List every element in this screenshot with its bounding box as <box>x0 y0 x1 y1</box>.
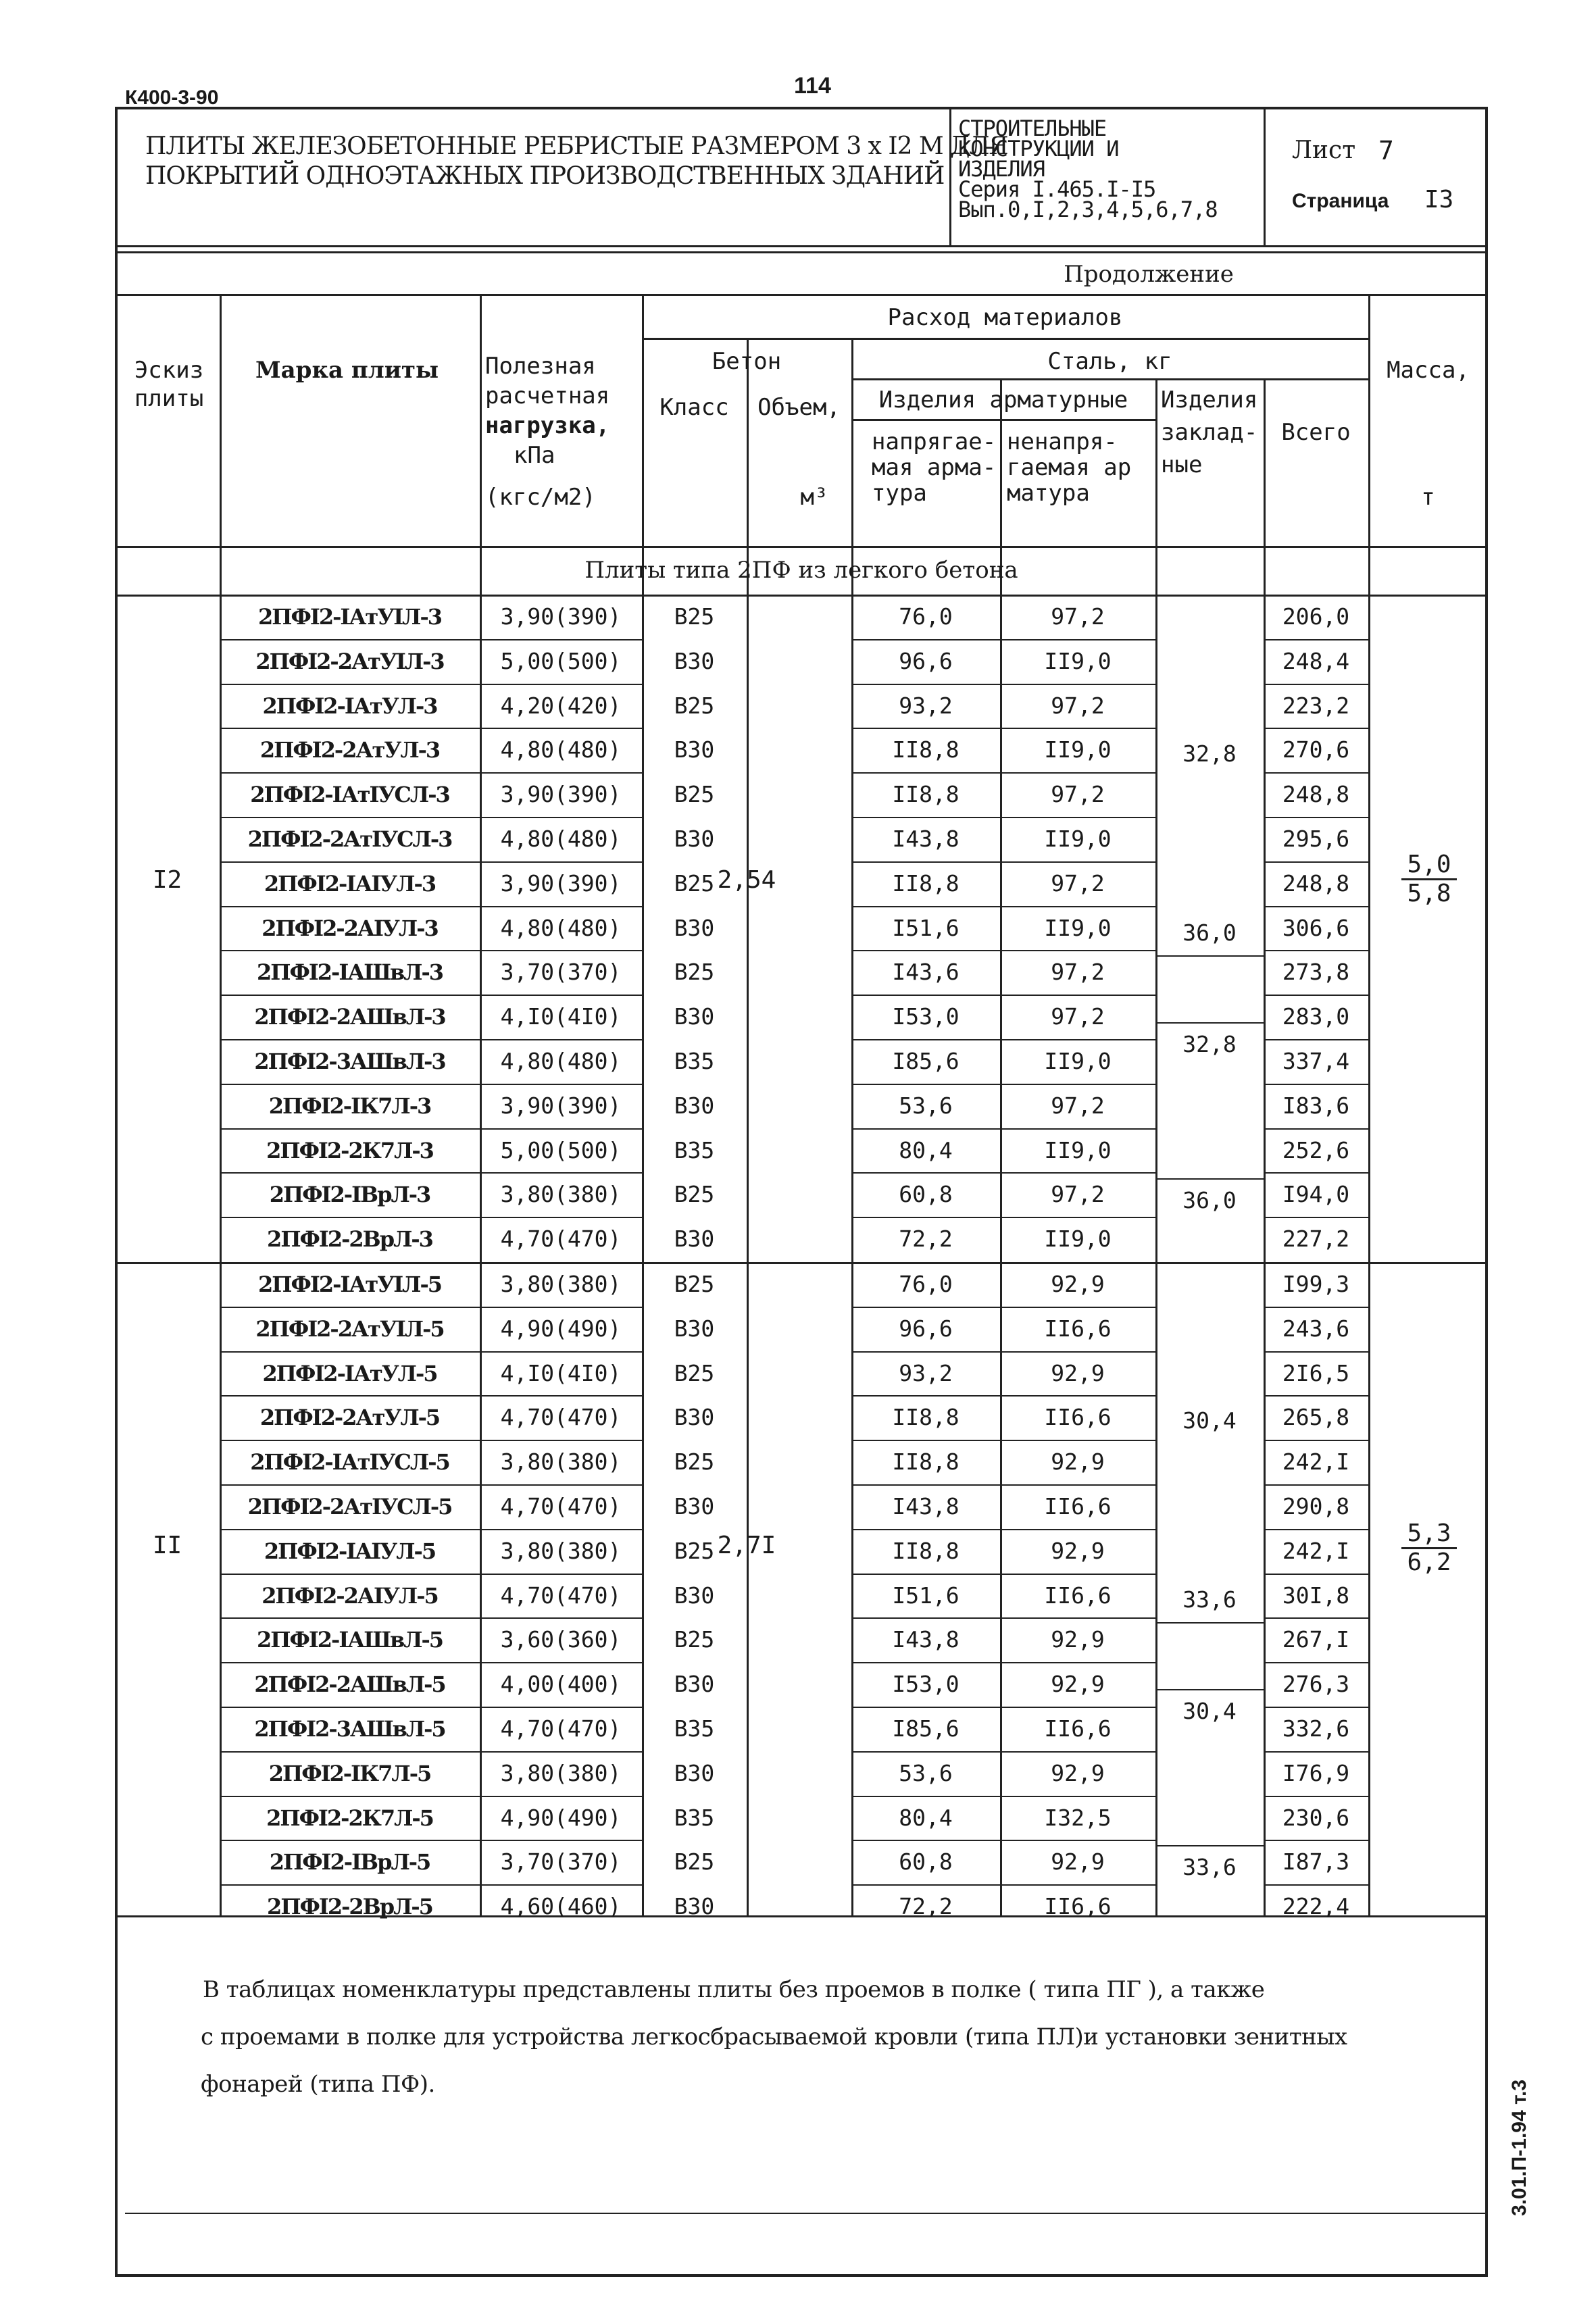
nonprestressed-steel: II6,6 <box>1044 1715 1112 1742</box>
header-load-5: (кгс/м2) <box>485 484 596 511</box>
info-line-4: Серия I.465.I-I5 <box>958 176 1156 202</box>
prestressed-steel: 53,6 <box>899 1759 953 1786</box>
title-bottom-rule <box>115 245 1488 247</box>
design-load: 4,70(470) <box>500 1582 622 1609</box>
concrete-class: В30 <box>674 826 715 852</box>
design-load: 4,20(420) <box>500 692 622 719</box>
concrete-class: В30 <box>674 1003 715 1030</box>
prestressed-steel: 93,2 <box>899 1359 953 1386</box>
plate-mark: 2ПФI2-IАШвЛ-5 <box>256 1627 443 1653</box>
header-mass-unit: т <box>1421 484 1435 511</box>
concrete-class: В30 <box>674 1315 715 1342</box>
plate-mark: 2ПФI2-2К7Л-3 <box>266 1137 433 1163</box>
concrete-class: В25 <box>674 1359 715 1386</box>
embedded-rule <box>1155 1845 1264 1846</box>
nonprestressed-steel: II9,0 <box>1044 1136 1112 1163</box>
plate-mark: 2ПФI2-2АтIУСЛ-5 <box>247 1494 452 1519</box>
nonprestressed-steel: II6,6 <box>1044 1493 1112 1519</box>
group2-embedded-d: 33,6 <box>1182 1854 1237 1880</box>
steel-total: 270,6 <box>1282 736 1350 763</box>
concrete-class: В30 <box>674 736 715 763</box>
steel-total: 306,6 <box>1282 914 1350 941</box>
footnote-line-3: фонарей (типа ПФ). <box>201 2071 435 2098</box>
nonprestressed-steel: 97,2 <box>1051 692 1105 719</box>
document-code: К400-3-90 <box>125 86 219 109</box>
steel-total: 248,8 <box>1282 870 1350 897</box>
steel-total: I94,0 <box>1282 1181 1350 1208</box>
steel-total: 248,8 <box>1282 781 1350 808</box>
nonprestressed-steel: 97,2 <box>1051 1092 1105 1119</box>
design-load: 4,80(480) <box>500 1048 622 1074</box>
info-line-3: ИЗДЕЛИЯ <box>958 156 1045 182</box>
header-embedded-3: ные <box>1161 451 1203 478</box>
col-line <box>1368 294 1370 1915</box>
header-embedded-1: Изделия <box>1161 386 1258 413</box>
header-load-3: нагрузка, <box>485 412 610 439</box>
header-load-2: расчетная <box>485 382 610 409</box>
nonprestressed-steel: 97,2 <box>1051 603 1105 630</box>
header-class: Класс <box>659 394 729 421</box>
group2-embedded-c: 30,4 <box>1182 1698 1237 1724</box>
nonprestressed-steel: 97,2 <box>1051 1181 1105 1208</box>
design-load: 3,80(380) <box>500 1449 622 1476</box>
plate-mark: 2ПФI2-2АтУЛ-5 <box>259 1405 440 1431</box>
header-top-rule <box>115 294 1488 296</box>
header-prestressed-3: тура <box>872 480 927 507</box>
concrete-class: В25 <box>674 1181 715 1208</box>
sheet-label: Лист <box>1292 136 1356 164</box>
footnote-line-1: В таблицах номенклатуры представлены плиты без проемов в полке ( типа ПГ ), а также <box>203 1976 1265 2003</box>
header-nonprestressed-2: гаемая ар <box>1007 454 1132 481</box>
concrete-class: В30 <box>674 1226 715 1253</box>
design-load: 5,00(500) <box>500 647 622 674</box>
concrete-class: В25 <box>674 1537 715 1564</box>
header-nonprestressed-3: матура <box>1007 480 1090 507</box>
concrete-class: В25 <box>674 781 715 808</box>
design-load: 3,90(390) <box>500 603 622 630</box>
nonprestressed-steel: II6,6 <box>1044 1893 1112 1920</box>
design-load: 4,I0(4I0) <box>500 1359 622 1386</box>
concrete-class: В35 <box>674 1136 715 1163</box>
concrete-class: В25 <box>674 959 715 986</box>
prestressed-steel: I43,8 <box>892 826 959 852</box>
plate-mark: 2ПФI2-IВрЛ-3 <box>269 1182 430 1208</box>
prestressed-steel: 96,6 <box>899 647 953 674</box>
title-divider <box>1264 107 1266 245</box>
plate-mark: 2ПФI2-IАтУЛ-5 <box>262 1360 437 1386</box>
header-concrete: Бетон <box>712 348 782 375</box>
concrete-class: В30 <box>674 1493 715 1519</box>
steel-total: 252,6 <box>1282 1136 1350 1163</box>
steel-total: 243,6 <box>1282 1315 1350 1342</box>
embedded-rule <box>1155 1689 1264 1690</box>
nonprestressed-steel: II9,0 <box>1044 1226 1112 1253</box>
prestressed-steel: I53,0 <box>892 1003 959 1030</box>
group1-embedded-c: 32,8 <box>1182 1031 1237 1057</box>
concrete-class: В25 <box>674 692 715 719</box>
plate-mark: 2ПФI2-IАIУЛ-3 <box>264 870 436 897</box>
design-load: 4,70(470) <box>500 1715 622 1742</box>
plate-mark: 2ПФI2-IК7Л-5 <box>268 1760 431 1786</box>
header-rebar: Изделия арматурные <box>878 386 1128 413</box>
header-total: Всего <box>1281 419 1351 446</box>
info-line-2: КОНСТРУКЦИИ И <box>958 136 1119 161</box>
nonprestressed-steel: 92,9 <box>1051 1848 1105 1876</box>
design-load: 4,90(490) <box>500 1315 622 1342</box>
prestressed-steel: I43,8 <box>892 1493 959 1519</box>
prestressed-steel: I53,0 <box>892 1671 959 1698</box>
prestressed-steel: I43,6 <box>892 959 959 986</box>
title-line-1: ПЛИТЫ ЖЕЛЕЗОБЕТОННЫЕ РЕБРИСТЫЕ РАЗМЕРОМ 3 х I2 М ДЛЯ <box>145 132 1008 160</box>
group1-embedded-d: 36,0 <box>1182 1187 1237 1213</box>
plate-mark: 2ПФI2-IК7Л-3 <box>268 1092 431 1119</box>
steel-total: 30I,8 <box>1282 1582 1350 1609</box>
plate-mark: 2ПФI2-2К7Л-5 <box>266 1805 433 1831</box>
continuation-label: Продолжение <box>1064 261 1234 288</box>
group1-mass-denominator: 5,8 <box>1407 880 1451 907</box>
plate-mark: 2ПФI2-IАтУIЛ-3 <box>258 604 441 630</box>
group2-mass-numerator: 5,3 <box>1401 1520 1456 1549</box>
concrete-class: В35 <box>674 1715 715 1742</box>
nonprestressed-steel: I32,5 <box>1044 1804 1112 1831</box>
embedded-rule <box>1155 1022 1264 1024</box>
nonprestressed-steel: 92,9 <box>1051 1449 1105 1476</box>
prestressed-steel: II8,8 <box>892 1537 959 1564</box>
design-load: 3,60(360) <box>500 1626 622 1653</box>
prestressed-steel: I85,6 <box>892 1715 959 1742</box>
concrete-class: В25 <box>674 1626 715 1653</box>
group2-sketch: II <box>152 1532 182 1559</box>
embedded-rule <box>1155 1178 1264 1180</box>
steel-total: 295,6 <box>1282 826 1350 852</box>
side-code: 3.01.П-1.94 т.3 <box>1508 2079 1530 2216</box>
info-line-5: Вып.0,I,2,3,4,5,6,7,8 <box>958 197 1218 222</box>
plate-mark: 2ПФI2-2АтУIЛ-3 <box>255 648 444 674</box>
design-load: 3,80(380) <box>500 1181 622 1208</box>
steel-total: 267,I <box>1282 1626 1350 1653</box>
prestressed-steel: II8,8 <box>892 736 959 763</box>
prestressed-steel: 72,2 <box>899 1893 953 1920</box>
nonprestressed-steel: II9,0 <box>1044 1048 1112 1074</box>
header-load-4: кПа <box>514 442 555 469</box>
nonprestressed-steel: 97,2 <box>1051 1003 1105 1030</box>
group1-embedded-b: 36,0 <box>1182 920 1237 946</box>
plate-mark: 2ПФI2-IАтIУСЛ-3 <box>250 782 449 808</box>
nonprestressed-steel: 92,9 <box>1051 1626 1105 1653</box>
design-load: 4,I0(4I0) <box>500 1003 622 1030</box>
footer-rule <box>125 2213 1488 2214</box>
concrete-class: В25 <box>674 870 715 897</box>
header-bottom-rule <box>115 546 1488 548</box>
prestressed-steel: I51,6 <box>892 1582 959 1609</box>
header-load-1: Полезная <box>485 353 596 380</box>
steel-total: 242,I <box>1282 1537 1350 1564</box>
steel-total: I87,3 <box>1282 1848 1350 1876</box>
prestressed-steel: 96,6 <box>899 1315 953 1342</box>
concrete-class: В30 <box>674 1671 715 1698</box>
steel-total: 332,6 <box>1282 1715 1350 1742</box>
prestressed-steel: 72,2 <box>899 1226 953 1253</box>
group2-mass-denominator: 6,2 <box>1407 1549 1451 1576</box>
concrete-class: В25 <box>674 1848 715 1876</box>
sheet-value: 7 <box>1378 136 1394 166</box>
header-rule <box>851 378 1368 380</box>
prestressed-steel: I85,6 <box>892 1048 959 1074</box>
info-line-1: СТРОИТЕЛЬНЫЕ <box>958 116 1107 141</box>
steel-total: 337,4 <box>1282 1048 1350 1074</box>
concrete-class: В30 <box>674 1404 715 1431</box>
concrete-class: В30 <box>674 1759 715 1786</box>
prestressed-steel: 60,8 <box>899 1181 953 1208</box>
concrete-class: В25 <box>674 1449 715 1476</box>
header-rule <box>851 419 1155 421</box>
prestressed-steel: II8,8 <box>892 781 959 808</box>
page-number: 114 <box>794 73 831 99</box>
concrete-class: В30 <box>674 647 715 674</box>
nonprestressed-steel: 92,9 <box>1051 1759 1105 1786</box>
prestressed-steel: 93,2 <box>899 692 953 719</box>
prestressed-steel: I43,8 <box>892 1626 959 1653</box>
design-load: 3,90(390) <box>500 1092 622 1119</box>
header-consumption: Расход материалов <box>887 304 1123 331</box>
prestressed-steel: II8,8 <box>892 1449 959 1476</box>
design-load: 4,80(480) <box>500 914 622 941</box>
concrete-class: В30 <box>674 1582 715 1609</box>
concrete-class: В30 <box>674 1893 715 1920</box>
design-load: 4,00(400) <box>500 1671 622 1698</box>
plate-mark: 2ПФI2-IАШвЛ-3 <box>256 959 443 986</box>
steel-total: 248,4 <box>1282 647 1350 674</box>
plate-mark: 2ПФI2-IАтIУСЛ-5 <box>250 1449 449 1476</box>
prestressed-steel: 76,0 <box>899 603 953 630</box>
design-load: 3,80(380) <box>500 1759 622 1786</box>
prestressed-steel: 76,0 <box>899 1271 953 1297</box>
concrete-class: В25 <box>674 1271 715 1297</box>
prestressed-steel: 80,4 <box>899 1136 953 1163</box>
steel-total: 206,0 <box>1282 603 1350 630</box>
design-load: 3,90(390) <box>500 781 622 808</box>
plate-mark: 2ПФI2-IВрЛ-5 <box>269 1849 430 1876</box>
steel-total: 230,6 <box>1282 1804 1350 1831</box>
design-load: 4,90(490) <box>500 1804 622 1831</box>
prestressed-steel: I51,6 <box>892 914 959 941</box>
header-prestressed-1: напрягае- <box>872 428 997 455</box>
header-prestressed-2: мая арма- <box>872 454 997 481</box>
design-load: 5,00(500) <box>500 1136 622 1163</box>
plate-mark: 2ПФI2-2АШвЛ-5 <box>254 1671 445 1698</box>
nonprestressed-steel: II9,0 <box>1044 647 1112 674</box>
document-title <box>145 132 1008 191</box>
group1-mass-numerator: 5,0 <box>1401 851 1456 880</box>
plate-mark: 2ПФI2-2АШвЛ-3 <box>254 1004 445 1030</box>
plate-mark: 2ПФI2-2ВрЛ-3 <box>267 1226 432 1253</box>
group2-embedded-b: 33,6 <box>1182 1586 1237 1613</box>
design-load: 3,80(380) <box>500 1537 622 1564</box>
nonprestressed-steel: II9,0 <box>1044 826 1112 852</box>
steel-total: I83,6 <box>1282 1092 1350 1119</box>
col-line <box>1155 378 1157 1915</box>
steel-total: 273,8 <box>1282 959 1350 986</box>
title-divider <box>949 107 951 245</box>
design-load: 3,90(390) <box>500 870 622 897</box>
section-title: Плиты типа 2ПФ из легкого бетона <box>584 557 1018 584</box>
page-value: I3 <box>1424 186 1454 213</box>
group2-mass <box>1378 1520 1480 1576</box>
header-steel: Сталь, кг <box>1047 348 1172 375</box>
concrete-class: В30 <box>674 1092 715 1119</box>
design-load: 4,70(470) <box>500 1493 622 1519</box>
plate-mark: 2ПФI2-IАтУIЛ-5 <box>258 1272 441 1297</box>
design-load: 3,70(370) <box>500 959 622 986</box>
steel-total: 227,2 <box>1282 1226 1350 1253</box>
concrete-class: В30 <box>674 914 715 941</box>
group1-embedded-a: 32,8 <box>1182 740 1237 767</box>
design-load: 3,80(380) <box>500 1271 622 1297</box>
prestressed-steel: II8,8 <box>892 870 959 897</box>
header-embedded-2: заклад- <box>1161 419 1258 446</box>
nonprestressed-steel: II6,6 <box>1044 1582 1112 1609</box>
nonprestressed-steel: 97,2 <box>1051 781 1105 808</box>
design-load: 4,80(480) <box>500 736 622 763</box>
group2-embedded-a: 30,4 <box>1182 1407 1237 1434</box>
plate-mark: 2ПФI2-3АШвЛ-3 <box>254 1049 445 1074</box>
plate-mark: 2ПФI2-2ВрЛ-5 <box>267 1894 432 1920</box>
steel-total: 276,3 <box>1282 1671 1350 1698</box>
design-load: 4,70(470) <box>500 1404 622 1431</box>
design-load: 3,70(370) <box>500 1848 622 1876</box>
plate-mark: 2ПФI2-2АIУЛ-5 <box>261 1582 438 1609</box>
plate-mark: 2ПФI2-2АтУЛ-3 <box>259 737 440 763</box>
header-nonprestressed-1: ненапря- <box>1007 428 1118 455</box>
plate-mark: 2ПФI2-2АIУЛ-3 <box>261 915 438 941</box>
steel-total: I99,3 <box>1282 1271 1350 1297</box>
concrete-class: В35 <box>674 1048 715 1074</box>
prestressed-steel: II8,8 <box>892 1404 959 1431</box>
steel-total: 242,I <box>1282 1449 1350 1476</box>
footnote-line-2: с проемами в полке для устройства легкосбрасываемой кровли (типа ПЛ)и установки зенитных <box>201 2023 1347 2051</box>
design-load: 4,60(460) <box>500 1893 622 1920</box>
concrete-class: В35 <box>674 1804 715 1831</box>
header-volume-unit: м³ <box>800 484 828 511</box>
page-label: Страница <box>1292 190 1389 212</box>
design-load: 4,70(470) <box>500 1226 622 1253</box>
prestressed-steel: 60,8 <box>899 1848 953 1876</box>
plate-mark: 2ПФI2-2АтIУСЛ-3 <box>247 826 452 852</box>
embedded-rule <box>1155 1622 1264 1624</box>
steel-total: 2I6,5 <box>1282 1359 1350 1386</box>
nonprestressed-steel: II9,0 <box>1044 914 1112 941</box>
steel-total: 223,2 <box>1282 692 1350 719</box>
nonprestressed-steel: II6,6 <box>1044 1404 1112 1431</box>
nonprestressed-steel: 97,2 <box>1051 959 1105 986</box>
group2-volume: 2,7I <box>717 1532 776 1559</box>
group1-sketch: I2 <box>152 866 182 894</box>
steel-total: I76,9 <box>1282 1759 1350 1786</box>
header-sketch-2: плиты <box>134 385 204 412</box>
nonprestressed-steel: 92,9 <box>1051 1359 1105 1386</box>
nonprestressed-steel: 97,2 <box>1051 870 1105 897</box>
nonprestressed-steel: II9,0 <box>1044 736 1112 763</box>
title-line-2: ПОКРЫТИЙ ОДНОЭТАЖНЫХ ПРОИЗВОДСТВЕННЫХ ЗДАНИЙ <box>145 162 945 190</box>
nonprestressed-steel: II6,6 <box>1044 1315 1112 1342</box>
table-top-rule <box>115 251 1488 253</box>
prestressed-steel: 80,4 <box>899 1804 953 1831</box>
nonprestressed-steel: 92,9 <box>1051 1271 1105 1297</box>
nonprestressed-steel: 92,9 <box>1051 1537 1105 1564</box>
nonprestressed-steel: 92,9 <box>1051 1671 1105 1698</box>
plate-mark: 2ПФI2-3АШвЛ-5 <box>254 1716 445 1742</box>
series-info <box>958 118 1218 220</box>
header-volume: Объем, <box>757 394 841 421</box>
steel-total: 290,8 <box>1282 1493 1350 1519</box>
steel-total: 265,8 <box>1282 1404 1350 1431</box>
design-load: 4,80(480) <box>500 826 622 852</box>
header-mark: Марка плиты <box>255 357 439 384</box>
header-sketch-1: Эскиз <box>134 357 204 384</box>
steel-total: 222,4 <box>1282 1893 1350 1920</box>
group1-volume: 2,54 <box>717 866 776 894</box>
embedded-rule <box>1155 955 1264 957</box>
concrete-class: В25 <box>674 603 715 630</box>
header-mass: Масса, <box>1387 357 1470 384</box>
steel-total: 283,0 <box>1282 1003 1350 1030</box>
group1-mass <box>1378 851 1480 907</box>
plate-mark: 2ПФI2-2АтУIЛ-5 <box>255 1315 444 1342</box>
plate-mark: 2ПФI2-IАIУЛ-5 <box>264 1538 436 1564</box>
prestressed-steel: 53,6 <box>899 1092 953 1119</box>
header-rule <box>642 338 1368 340</box>
plate-mark: 2ПФI2-IАтУЛ-3 <box>262 693 437 719</box>
